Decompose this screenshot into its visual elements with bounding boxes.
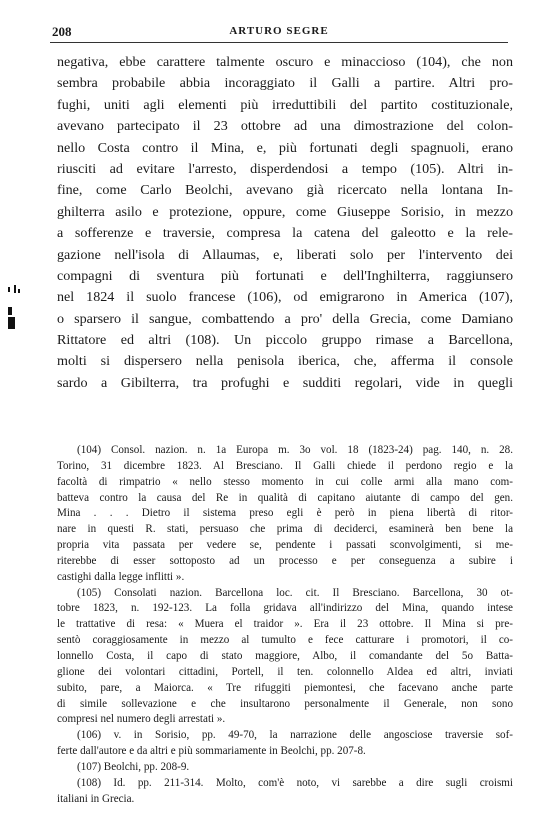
footnote-line: (105) Consolati nazion. Barcellona loc. cit. Il Bresciano. Barcellona, 30 ot-	[77, 586, 513, 599]
footnote-line: (107) Beolchi, pp. 208-9.	[77, 760, 190, 773]
text-line: avevano partecipato il 23 ottobre ad una dimostrazione del colon-	[57, 118, 513, 135]
footnote-line: (104) Consol. nazion. n. 1a Europa m. 3o vol. 18 (1823-24) pag. 140, n. 28.	[77, 444, 513, 456]
text-line: Rittatore ed altri (108). Un piccolo gruppo rimase a Barcellona,	[57, 332, 513, 349]
footnote-line: italiani in Grecia.	[57, 792, 135, 805]
footnote-line: le trattative di resa: « Muera el traidor ». Era il 23 ottobre. Il Mina si pre-	[57, 618, 513, 631]
footnote-line: glione dei volontari cittadini, Portell, il ten. colonnello Aldea ed altri, inviati	[57, 665, 513, 678]
footnote-line: Mina . . . Dietro il sistema preso egli è però in piena libertà di ritor-	[57, 507, 513, 520]
text-line: sembra probabile abbia incoraggiato il Galli a partire. Altri pro-	[57, 75, 513, 92]
text-line: riusciti ad evitare l'arresto, disperdendosi a tempo (105). Altri in-	[57, 160, 513, 177]
text-line: sardo a Gibilterra, tra profughi e sudditi regolari, vide in quegli	[57, 374, 513, 391]
footnote-line: subito, pare, a Maiorca. « Tre rifuggiti piemontesi, che facevano anche parte	[57, 681, 513, 694]
footnote-line: propria vita passata per vedere se, pendente i passati sconvolgimenti, si me-	[57, 539, 513, 552]
footnote-line: ferte dall'autore e da altri e più sommariamente in Beolchi, pp. 207-8.	[57, 745, 366, 758]
running-title: ARTURO SEGRE	[229, 25, 329, 37]
footnote-line: compresi nel numero degli arrestati ».	[57, 713, 226, 726]
page-number: 208	[52, 24, 72, 39]
text-line: o sparsero il sangue, combattendo a pro' della Grecia, come Damiano	[57, 310, 513, 327]
text-line: nel 1824 il suolo francese (106), od emigrarono in America (107),	[57, 289, 513, 306]
footnote-line: Torino, 31 dicembre 1823. Al Bresciano. Il Galli chiede il perdono regio e la	[57, 459, 513, 472]
margin-ink-marks	[8, 285, 22, 329]
text-line: nello Costa contro il Mina, e, più fortunati degli spagnuoli, erano	[57, 139, 513, 156]
footnote-line: riterebbe di esser sottoposto ad un processo e per conseguenza a subire i	[57, 554, 513, 567]
footnote-line: nare in questi R. stati, persuaso che prima di deciderci, esaminerà ben bene la	[57, 523, 513, 536]
footnote-line: facoltà di rimpatrio « nello stesso momento in cui colle armi alla mano com-	[57, 475, 513, 488]
text-line: molti si dispersero nella penisola iberica, che, afferma il console	[57, 353, 513, 370]
footnote-line: tobre 1823, n. 192-123. La folla gridava all'indirizzo del Mina, quando intese	[57, 602, 513, 615]
footnote-line: castighi dalla legge inflitti ».	[57, 570, 185, 583]
text-line: fine, come Carlo Beolchi, avevano già ricercato nella lontana In-	[57, 182, 513, 199]
text-line: ghilterra asilo e protezione, oppure, come Giuseppe Sorisio, in mezzo	[57, 203, 513, 220]
text-line: compagni di sventura più fortunati e dell'Inghilterra, raggiunsero	[57, 267, 513, 284]
page-header	[50, 22, 508, 43]
text-line: a sofferenze e traversie, compresa la catena del galeotto e la rele-	[57, 225, 513, 242]
footnotes	[57, 443, 513, 807]
footnote-line: di simile sollevazione e che insultarono personalmente il Generale, non sono	[57, 697, 513, 710]
footnote-line: lonnello Costa, il capo di stato maggiore, Albo, il comandante del 5o Batta-	[57, 649, 513, 662]
footnote-line: (108) Id. pp. 211-314. Molto, com'è noto, vi sarebbe a dire sugli croismi	[77, 776, 513, 789]
text-line: gazione nell'isola di Allaumas, e, liberati solo per l'intervento dei	[57, 246, 513, 263]
text-line: fughi, uniti agli elementi più irreduttibili del partito costituzionale,	[57, 96, 513, 113]
footnote-line: sentò coraggiosamente in mezzo al tumulto e fece catturare i promotori, il co-	[57, 634, 513, 647]
main-text	[57, 52, 513, 394]
text-line: negativa, ebbe carattere talmente oscuro e minaccioso (104), che non	[57, 54, 513, 70]
footnote-line: (106) v. in Sorisio, pp. 49-70, la narrazione delle angosciose traversie sof-	[77, 729, 513, 742]
footnote-line: batteva contro la causa del Re in qualità di capitano aiutante di campo del gen.	[57, 491, 513, 504]
